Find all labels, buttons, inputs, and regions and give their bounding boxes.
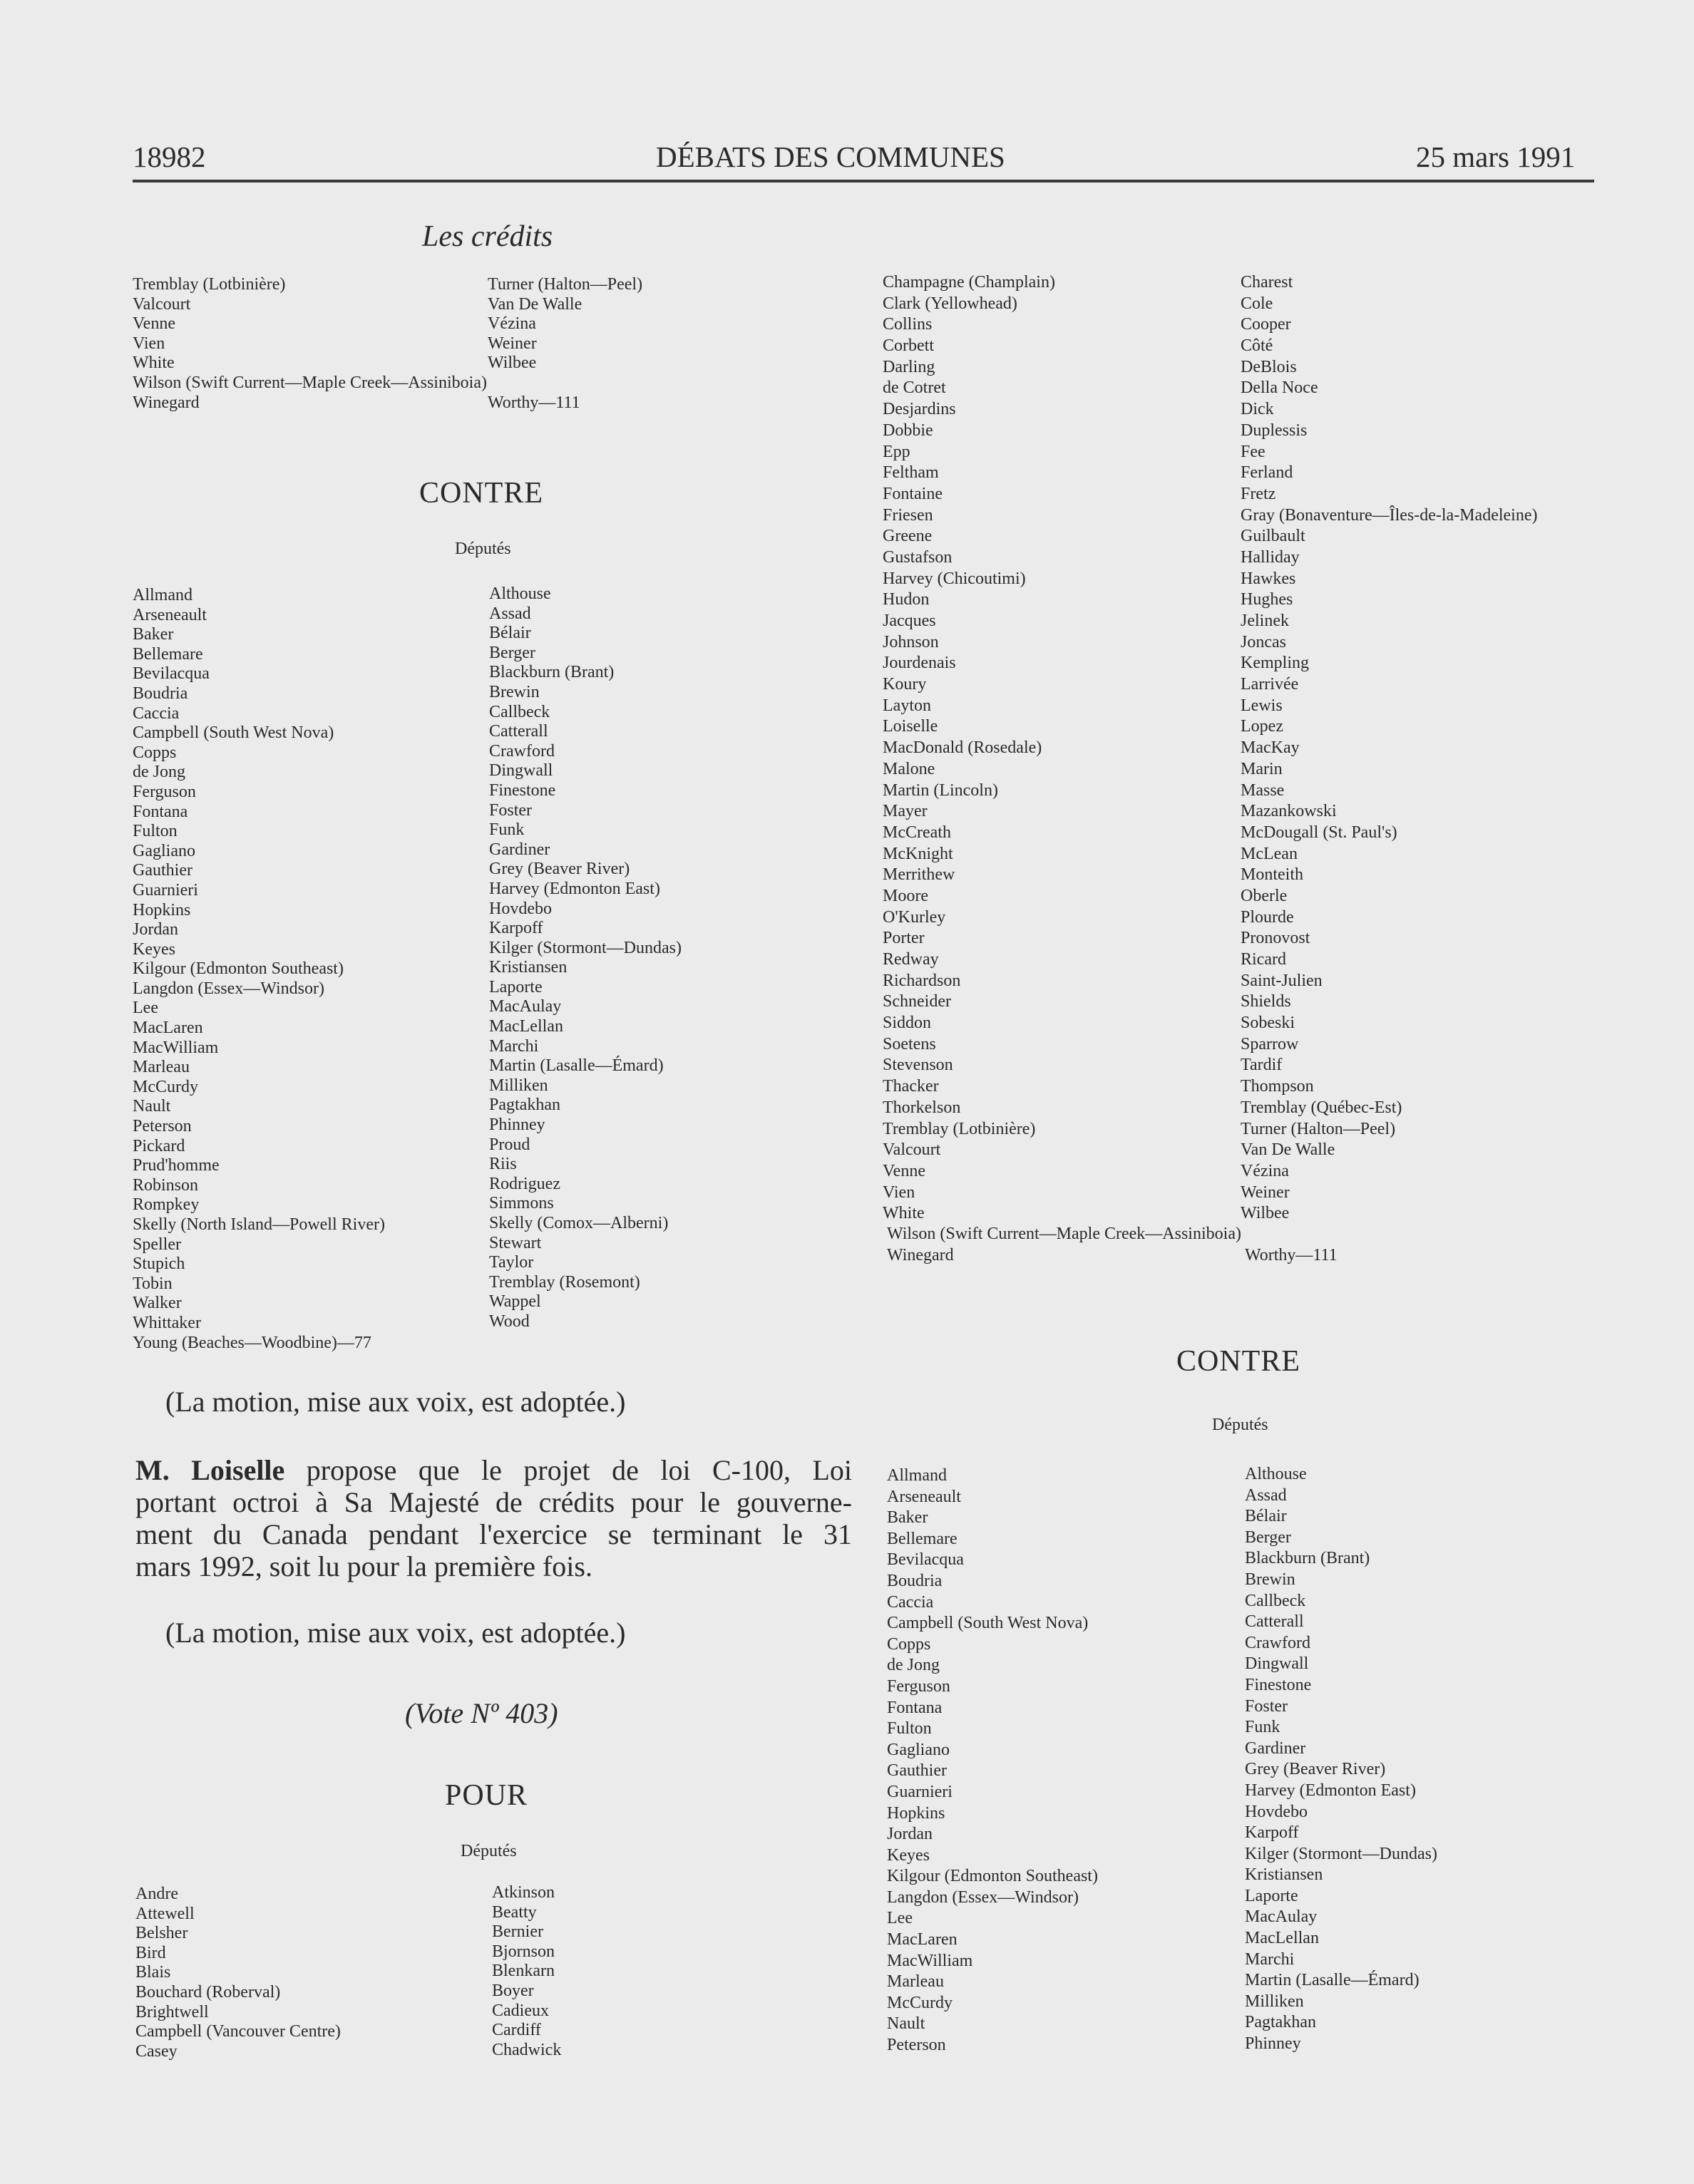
member-name: Martin (Lincoln) bbox=[883, 781, 998, 800]
member-name: Valcourt bbox=[133, 294, 191, 314]
member-name: Skelly (Comox—Alberni) bbox=[489, 1214, 669, 1232]
member-name: Campbell (Vancouver Centre) bbox=[135, 2022, 341, 2041]
member-name: Dobbie bbox=[883, 421, 933, 440]
member-name: Phinney bbox=[489, 1116, 545, 1135]
member-name: Layton bbox=[883, 696, 931, 715]
member-name: McCurdy bbox=[887, 1993, 953, 2012]
member-name: Hawkes bbox=[1241, 569, 1296, 588]
member-name: Tremblay (Lotbinière) bbox=[883, 1119, 1036, 1138]
member-name: Kristiansen bbox=[489, 958, 568, 977]
member-name: Jordan bbox=[133, 920, 178, 939]
member-name: Ferguson bbox=[133, 782, 196, 801]
member-name: Harvey (Edmonton East) bbox=[489, 879, 660, 898]
right-pour-last-col1: Winegard bbox=[887, 1246, 954, 1264]
member-name: Grey (Beaver River) bbox=[1245, 1760, 1386, 1779]
right-pour-total: Worthy—111 bbox=[1245, 1246, 1338, 1264]
member-name: Fontaine bbox=[883, 484, 943, 503]
member-name: Harvey (Edmonton East) bbox=[1245, 1781, 1416, 1800]
member-name: Corbett bbox=[883, 336, 934, 356]
member-name: Hopkins bbox=[887, 1803, 945, 1823]
member-name: Keyes bbox=[133, 939, 175, 959]
member-name: Campbell (South West Nova) bbox=[133, 723, 334, 743]
motion-adopted-2: (La motion, mise aux voix, est adoptée.) bbox=[165, 1617, 626, 1649]
member-name: Kilgour (Edmonton Southeast) bbox=[887, 1867, 1098, 1886]
member-name: Turner (Halton—Peel) bbox=[488, 275, 643, 294]
member-name: Bouchard (Roberval) bbox=[135, 1982, 281, 2002]
member-name: Malone bbox=[883, 759, 935, 778]
member-name: Beatty bbox=[492, 1902, 537, 1922]
member-name: Dick bbox=[1241, 400, 1274, 419]
member-name: Hovdebo bbox=[1245, 1802, 1308, 1821]
left-contre-col1 bbox=[133, 586, 385, 1353]
member-name: Kilger (Stormont—Dundas) bbox=[1245, 1844, 1437, 1863]
member-name: MacWilliam bbox=[887, 1951, 973, 1970]
member-name: MacLellan bbox=[1245, 1929, 1319, 1948]
member-name: Milliken bbox=[489, 1076, 548, 1095]
member-name: Peterson bbox=[887, 2036, 946, 2055]
member-name: MacLellan bbox=[489, 1017, 563, 1036]
member-name: Porter bbox=[883, 929, 925, 948]
member-name: Gagliano bbox=[133, 841, 195, 860]
member-name: McKnight bbox=[883, 844, 953, 863]
member-name: Bernier bbox=[492, 1922, 543, 1942]
left-contre-col2 bbox=[489, 584, 682, 1332]
left-pour-col2 bbox=[492, 1883, 561, 2060]
member-name: Bevilacqua bbox=[887, 1550, 964, 1570]
page-date: 25 mars 1991 bbox=[1416, 140, 1576, 173]
member-name: Arseneault bbox=[133, 605, 207, 624]
member-name: Van De Walle bbox=[1241, 1140, 1335, 1160]
right-pour-wide-line: Wilson (Swift Current—Maple Creek—Assiniboia) bbox=[887, 1225, 1241, 1243]
member-name: Van De Walle bbox=[488, 294, 582, 314]
member-name: Funk bbox=[489, 820, 525, 840]
member-name: Richardson bbox=[883, 971, 961, 990]
member-name: Ricard bbox=[1241, 950, 1286, 969]
member-name: Tremblay (Québec-Est) bbox=[1241, 1098, 1402, 1117]
member-name: Ferguson bbox=[887, 1676, 950, 1696]
member-name: Marleau bbox=[133, 1058, 190, 1077]
member-name: Milliken bbox=[1245, 1992, 1304, 2011]
left-pour-col1 bbox=[135, 1885, 341, 2061]
member-name: Wappel bbox=[489, 1292, 541, 1312]
member-name: Jacques bbox=[883, 612, 936, 630]
member-name: Champagne (Champlain) bbox=[883, 273, 1055, 292]
member-name: Lopez bbox=[1241, 717, 1283, 736]
member-name: Nault bbox=[133, 1097, 171, 1116]
right-pour-col2 bbox=[1241, 272, 1537, 1225]
member-name: Bellemare bbox=[887, 1529, 958, 1548]
member-name: Casey bbox=[135, 2041, 178, 2061]
member-name: O'Kurley bbox=[883, 907, 946, 927]
member-name: MacAulay bbox=[1245, 1907, 1318, 1927]
member-name: Baker bbox=[133, 625, 174, 644]
member-name: Tobin bbox=[133, 1274, 173, 1293]
right-contre-heading: CONTRE bbox=[1176, 1345, 1300, 1378]
member-name: Langdon (Essex—Windsor) bbox=[887, 1887, 1079, 1907]
member-name: Brewin bbox=[1245, 1570, 1295, 1589]
member-name: Plourde bbox=[1241, 907, 1294, 927]
member-name: Masse bbox=[1241, 781, 1285, 800]
member-name: Dingwall bbox=[1245, 1654, 1309, 1674]
member-name: Epp bbox=[883, 442, 910, 461]
member-name: White bbox=[133, 354, 175, 373]
member-name: Berger bbox=[1245, 1528, 1291, 1547]
member-name: Kilgour (Edmonton Southeast) bbox=[133, 959, 344, 979]
member-name: Caccia bbox=[887, 1592, 934, 1612]
member-name: Bird bbox=[135, 1943, 166, 1962]
member-name: Côté bbox=[1241, 336, 1273, 356]
member-name: Berger bbox=[489, 643, 535, 662]
member-name: Siddon bbox=[883, 1014, 932, 1033]
member-name: Collins bbox=[883, 315, 933, 334]
member-name: Marchi bbox=[489, 1036, 539, 1056]
member-name: Peterson bbox=[133, 1117, 192, 1136]
member-name: McDougall (St. Paul's) bbox=[1241, 823, 1397, 842]
member-name: Foster bbox=[1245, 1696, 1288, 1716]
member-name: Karpoff bbox=[1245, 1823, 1299, 1843]
member-name: Joncas bbox=[1241, 632, 1286, 651]
member-name: de Jong bbox=[133, 763, 185, 782]
member-name: Young (Beaches—Woodbine)—77 bbox=[133, 1333, 371, 1352]
member-name: Simmons bbox=[489, 1194, 554, 1213]
member-name: Gardiner bbox=[489, 840, 550, 859]
member-name: Boyer bbox=[492, 1981, 534, 2000]
member-name: Tremblay (Lotbinière) bbox=[133, 275, 286, 294]
member-name: Nault bbox=[887, 2014, 925, 2034]
member-name: MacKay bbox=[1241, 738, 1300, 758]
member-name: Gauthier bbox=[133, 861, 192, 880]
member-name: Brewin bbox=[489, 682, 540, 701]
member-name: Catterall bbox=[489, 722, 548, 741]
member-name: Whittaker bbox=[133, 1313, 201, 1332]
pour-heading: POUR bbox=[445, 1779, 528, 1812]
member-name: Merrithew bbox=[883, 865, 955, 885]
member-name: Marchi bbox=[1245, 1949, 1295, 1969]
member-name: MacLaren bbox=[887, 1930, 958, 1949]
journal-title: DÉBATS DES COMMUNES bbox=[656, 140, 1005, 173]
member-name: Schneider bbox=[883, 992, 951, 1011]
member-name: Cardiff bbox=[492, 2021, 541, 2040]
member-name: Funk bbox=[1245, 1718, 1280, 1737]
member-name: Dingwall bbox=[489, 761, 553, 781]
member-name: Stewart bbox=[489, 1233, 542, 1252]
member-name: Venne bbox=[883, 1161, 925, 1180]
member-name: Caccia bbox=[133, 704, 180, 723]
member-name: Crawford bbox=[489, 741, 555, 761]
section-title: Les crédits bbox=[422, 220, 553, 253]
member-name: Skelly (North Island—Powell River) bbox=[133, 1215, 385, 1234]
member-name: Fontana bbox=[887, 1698, 943, 1717]
member-name: Guilbault bbox=[1241, 527, 1305, 546]
member-name: Cadieux bbox=[492, 2001, 549, 2020]
member-name: Fee bbox=[1241, 442, 1266, 461]
member-name: Lee bbox=[133, 999, 158, 1018]
contre-heading: CONTRE bbox=[419, 477, 543, 510]
member-name: Arseneault bbox=[887, 1487, 961, 1506]
speaker-name: M. Loiselle bbox=[135, 1454, 285, 1486]
member-name: de Jong bbox=[887, 1656, 940, 1675]
member-name: Jordan bbox=[887, 1825, 933, 1844]
vote-number: (Vote Nº 403) bbox=[405, 1697, 558, 1729]
page-number: 18982 bbox=[133, 140, 206, 173]
member-name: Bjornson bbox=[492, 1942, 555, 1961]
member-name: Boudria bbox=[133, 684, 188, 703]
member-name: Marleau bbox=[887, 1972, 944, 1992]
member-name: Kempling bbox=[1241, 654, 1309, 673]
member-name: Riis bbox=[489, 1155, 517, 1174]
member-name: Fulton bbox=[133, 822, 178, 841]
member-name: Pronovost bbox=[1241, 929, 1310, 948]
member-name: Sparrow bbox=[1241, 1034, 1299, 1054]
member-name: Oberle bbox=[1241, 886, 1288, 905]
member-name: Martin (Lasalle—Émard) bbox=[1245, 1971, 1420, 1990]
member-name: Bélair bbox=[1245, 1507, 1287, 1526]
member-name: Callbeck bbox=[1245, 1591, 1306, 1610]
member-name: Friesen bbox=[883, 505, 933, 525]
left-yeas-total: Worthy—111 bbox=[488, 393, 580, 412]
member-name: Monteith bbox=[1241, 865, 1303, 885]
member-name: Blackburn (Brant) bbox=[489, 663, 615, 682]
member-name: MacWilliam bbox=[133, 1038, 219, 1057]
member-name: Pagtakhan bbox=[1245, 2013, 1316, 2032]
left-yeas-end-col1 bbox=[133, 275, 285, 374]
left-yeas-last-col1: Winegard bbox=[133, 393, 200, 412]
member-name: Attewell bbox=[135, 1904, 195, 1923]
member-name: Hughes bbox=[1241, 590, 1293, 609]
member-name: Jelinek bbox=[1241, 612, 1289, 630]
member-name: Moore bbox=[883, 886, 928, 905]
member-name: Rodriguez bbox=[489, 1174, 560, 1193]
member-name: Wood bbox=[489, 1312, 530, 1331]
member-name: Assad bbox=[1245, 1485, 1287, 1505]
member-name: Greene bbox=[883, 527, 933, 546]
member-name: Mayer bbox=[883, 802, 928, 821]
member-name: Brightwell bbox=[135, 2002, 209, 2021]
member-name: Weiner bbox=[1241, 1183, 1290, 1202]
member-name: Gray (Bonaventure—Îles-de-la-Madeleine) bbox=[1241, 505, 1538, 525]
right-contre-col2 bbox=[1245, 1464, 1437, 2055]
member-name: McCurdy bbox=[133, 1077, 198, 1096]
member-name: Chadwick bbox=[492, 2040, 562, 2059]
member-name: Jourdenais bbox=[883, 654, 956, 673]
member-name: Fulton bbox=[887, 1719, 932, 1739]
member-name: Althouse bbox=[489, 584, 551, 603]
member-name: Venne bbox=[133, 314, 175, 334]
member-name: Prud'homme bbox=[133, 1156, 220, 1175]
member-name: DeBlois bbox=[1241, 357, 1297, 376]
member-name: Kilger (Stormont—Dundas) bbox=[489, 938, 682, 957]
member-name: Tardif bbox=[1241, 1056, 1283, 1075]
member-name: Sobeski bbox=[1241, 1014, 1295, 1033]
member-name: Speller bbox=[133, 1235, 181, 1254]
member-name: Baker bbox=[887, 1508, 928, 1528]
member-name: Vézina bbox=[488, 314, 536, 334]
member-name: Assad bbox=[489, 604, 531, 623]
member-name: Vézina bbox=[1241, 1161, 1289, 1180]
member-name: MacAulay bbox=[489, 997, 562, 1016]
member-name: Taylor bbox=[489, 1253, 534, 1272]
member-name: Koury bbox=[883, 675, 927, 694]
member-name: Allmand bbox=[133, 586, 192, 604]
member-name: Turner (Halton—Peel) bbox=[1241, 1119, 1396, 1138]
paragraph-line-1: propose que le projet de loi C-100, Loi bbox=[284, 1454, 852, 1486]
member-name: Martin (Lasalle—Émard) bbox=[489, 1056, 664, 1076]
member-name: Vien bbox=[133, 334, 165, 353]
member-name: Crawford bbox=[1245, 1633, 1310, 1652]
member-name: Pickard bbox=[133, 1136, 185, 1155]
member-name: Stevenson bbox=[883, 1056, 953, 1075]
member-name: Thorkelson bbox=[883, 1098, 961, 1117]
member-name: Bevilacqua bbox=[133, 664, 210, 684]
member-name: Campbell (South West Nova) bbox=[887, 1614, 1089, 1633]
member-name: Foster bbox=[489, 800, 532, 820]
member-name: Wilbee bbox=[488, 354, 537, 373]
member-name: Laporte bbox=[1245, 1886, 1298, 1905]
paragraph-line-4: mars 1992, soit lu pour la première fois. bbox=[135, 1550, 592, 1582]
member-name: Desjardins bbox=[883, 400, 956, 419]
header-rule bbox=[133, 180, 1594, 182]
member-name: Gauthier bbox=[887, 1761, 947, 1781]
member-name: Cooper bbox=[1241, 315, 1291, 334]
member-name: Guarnieri bbox=[133, 880, 198, 900]
member-name: Blenkarn bbox=[492, 1962, 555, 1981]
paragraph-line-3: ment du Canada pendant l'exercice se terminant le 31 bbox=[135, 1518, 852, 1550]
member-name: Proud bbox=[489, 1135, 530, 1154]
member-name: Cole bbox=[1241, 294, 1273, 313]
member-name: Shields bbox=[1241, 992, 1291, 1011]
member-name: Belsher bbox=[135, 1924, 188, 1943]
member-name: Hovdebo bbox=[489, 899, 552, 918]
member-name: Fontana bbox=[133, 802, 188, 821]
member-name: Darling bbox=[883, 357, 935, 376]
left-yeas-end-col2 bbox=[488, 275, 642, 374]
member-name: Langdon (Essex—Windsor) bbox=[133, 979, 324, 998]
member-name: Robinson bbox=[133, 1175, 199, 1195]
member-name: Duplessis bbox=[1241, 421, 1308, 440]
member-name: Gustafson bbox=[883, 547, 953, 567]
member-name: McCreath bbox=[883, 823, 951, 842]
member-name: Mazankowski bbox=[1241, 802, 1337, 821]
member-name: Copps bbox=[133, 743, 177, 762]
left-yeas-wide-line: Wilson (Swift Current—Maple Creek—Assiniboia) bbox=[133, 374, 487, 392]
member-name: Fretz bbox=[1241, 484, 1276, 503]
member-name: McLean bbox=[1241, 844, 1298, 863]
member-name: Bélair bbox=[489, 624, 531, 643]
member-name: Blais bbox=[135, 1963, 171, 1982]
member-name: Harvey (Chicoutimi) bbox=[883, 569, 1026, 588]
bill-paragraph bbox=[135, 1454, 852, 1582]
member-name: Johnson bbox=[883, 632, 939, 651]
member-name: Gagliano bbox=[887, 1740, 950, 1759]
deputes-label: Députés bbox=[455, 540, 511, 558]
member-name: Althouse bbox=[1245, 1465, 1307, 1483]
member-name: Hudon bbox=[883, 590, 930, 609]
member-name: Bellemare bbox=[133, 644, 203, 664]
member-name: Vien bbox=[883, 1183, 915, 1202]
member-name: Redway bbox=[883, 950, 939, 969]
member-name: Boudria bbox=[887, 1571, 943, 1590]
member-name: Hopkins bbox=[133, 900, 191, 920]
member-name: Charest bbox=[1241, 273, 1293, 292]
member-name: Thompson bbox=[1241, 1077, 1314, 1096]
member-name: Keyes bbox=[887, 1845, 930, 1865]
member-name: Phinney bbox=[1245, 2034, 1301, 2054]
member-name: Catterall bbox=[1245, 1612, 1304, 1632]
paragraph-line-2: portant octroi à Sa Majesté de crédits pour le gouverne- bbox=[135, 1486, 852, 1518]
member-name: Valcourt bbox=[883, 1140, 941, 1160]
member-name: Finestone bbox=[1245, 1675, 1312, 1694]
member-name: White bbox=[883, 1204, 925, 1223]
member-name: Kristiansen bbox=[1245, 1865, 1323, 1885]
member-name: Copps bbox=[887, 1634, 931, 1654]
member-name: de Cotret bbox=[883, 378, 946, 398]
member-name: Finestone bbox=[489, 781, 556, 800]
member-name: Guarnieri bbox=[887, 1782, 953, 1801]
member-name: Loiselle bbox=[883, 717, 938, 736]
member-name: MacLaren bbox=[133, 1019, 203, 1038]
member-name: Clark (Yellowhead) bbox=[883, 294, 1017, 313]
member-name: Blackburn (Brant) bbox=[1245, 1549, 1370, 1568]
member-name: Marin bbox=[1241, 759, 1283, 778]
member-name: Walker bbox=[133, 1294, 182, 1313]
member-name: Della Noce bbox=[1241, 378, 1318, 398]
member-name: Tremblay (Rosemont) bbox=[489, 1272, 640, 1292]
deputes-label-2: Députés bbox=[461, 1842, 517, 1860]
member-name: Saint-Julien bbox=[1241, 971, 1323, 990]
member-name: Stupich bbox=[133, 1255, 185, 1274]
member-name: Callbeck bbox=[489, 702, 550, 721]
member-name: Allmand bbox=[887, 1466, 947, 1485]
motion-adopted-1: (La motion, mise aux voix, est adoptée.) bbox=[165, 1386, 626, 1418]
member-name: Lee bbox=[887, 1909, 913, 1928]
right-deputes-label: Députés bbox=[1212, 1416, 1268, 1434]
member-name: Pagtakhan bbox=[489, 1096, 560, 1115]
right-contre-col1 bbox=[887, 1466, 1098, 2056]
member-name: Larrivée bbox=[1241, 675, 1299, 694]
member-name: Rompkey bbox=[133, 1195, 200, 1215]
right-pour-col1 bbox=[883, 272, 1055, 1225]
member-name: MacDonald (Rosedale) bbox=[883, 738, 1042, 758]
member-name: Ferland bbox=[1241, 463, 1293, 483]
member-name: Gardiner bbox=[1245, 1739, 1306, 1758]
member-name: Grey (Beaver River) bbox=[489, 860, 630, 879]
member-name: Thacker bbox=[883, 1077, 939, 1096]
member-name: Andre bbox=[135, 1885, 178, 1903]
member-name: Lewis bbox=[1241, 696, 1283, 715]
member-name: Halliday bbox=[1241, 547, 1300, 567]
member-name: Atkinson bbox=[492, 1883, 555, 1902]
member-name: Laporte bbox=[489, 977, 543, 996]
member-name: Feltham bbox=[883, 463, 939, 483]
member-name: Weiner bbox=[488, 334, 537, 353]
member-name: Soetens bbox=[883, 1034, 936, 1054]
member-name: Wilbee bbox=[1241, 1204, 1290, 1223]
member-name: Karpoff bbox=[489, 919, 543, 938]
